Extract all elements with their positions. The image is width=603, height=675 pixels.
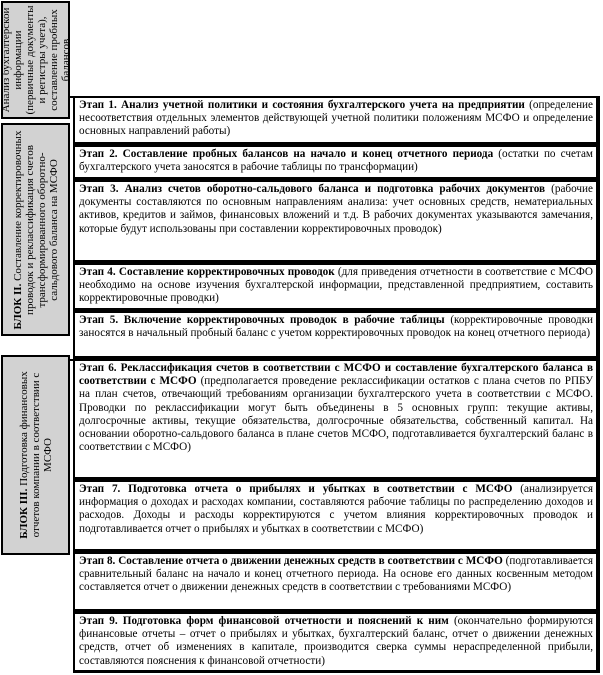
- step-6: [73, 359, 600, 480]
- step-8-head: Этап 8. Составление отчета о движении денежных средств в соответствии с МСФО: [79, 555, 503, 567]
- step-2: [73, 145, 600, 180]
- block-3-box: [1, 355, 70, 555]
- block-3-body: Подготовка финансовых отчетов компании в соответствии с МСФО: [17, 371, 54, 538]
- block-1-text: [0, 3, 72, 117]
- step-9: [73, 612, 600, 673]
- step-2-body: (остатки по счетам бухгалтерского учета заносятся в рабочие таблицы по трансформации): [79, 148, 594, 174]
- step-6-head: Этап 6. Реклассификация счетов в соответствии с МСФО и составление бухгалтерского баланса в соответствии с МСФО: [79, 362, 593, 388]
- block-1-body: Анализ бухгалтерской информации (первичные документы и регистры учета), составление пробных балансов: [0, 5, 72, 115]
- step-3-body: (рабочие документы составляются по основным направлениям анализа: учет основных средств, нематериальных активов, кредитов и займов, финансовых вложений и т.д. В рабочих документах указываются замечания, которые будут использованы при составлении корректировочных проводок): [79, 183, 594, 235]
- step-5: [73, 311, 600, 359]
- step-8: [73, 552, 600, 612]
- block-1-box: [1, 1, 70, 119]
- connector-line: [70, 359, 73, 361]
- step-7: [73, 480, 600, 552]
- block-2-box: [1, 123, 70, 336]
- connector-line: [70, 96, 73, 98]
- step-3-head: Этап 3. Анализ счетов оборотно-сальдового баланса и подготовка рабочих документов: [79, 183, 546, 195]
- step-1: [73, 96, 600, 145]
- step-4: [73, 263, 600, 311]
- step-5-body: (корректировочные проводки заносятся в начальный пробный баланс с учетом корректировочных проводок на конец отчетного периода): [79, 314, 594, 340]
- block-3-text: [18, 358, 54, 552]
- step-2-head: Этап 2. Составление пробных балансов на начало и конец отчетного периода: [79, 148, 494, 160]
- block-2-text: [12, 127, 60, 333]
- step-1-head: Этап 1. Анализ учетной политики и состояния бухгалтерского учета на предприятии: [79, 99, 525, 111]
- step-6-body: (предполагается проведение реклассификации остатков с плана счетов по РПБУ на план счетов, отвечающий требованиям организации бухгалтерского учета в соответствии с МСФО. Проводки по реклассификации могут быть объединены в 5 основных групп: текущие активы, долгосрочные активы, текущие обязательства, долгосрочные обязательства, собственный капитал. На основании оборотно-сальдового баланса в плане счетов МСФО, подготавливается бухгалтерский баланс в соответствии с МСФО): [79, 375, 594, 454]
- step-7-head: Этап 7. Подготовка отчета о прибылях и убытках в соответствии с МСФО: [79, 483, 513, 495]
- step-4-body: (для приведения отчетности в соответствие с МСФО необходимо на основе изучения бухгалтерской информации, представленной предприятием, составить корректировочные проводки): [79, 266, 594, 305]
- block-2-title: БЛОК II.: [11, 283, 24, 329]
- block-2-body: Составление корректировочных проводок и реклассификация счетов трансформированного оборотно-сальдового баланса на МСФО: [11, 130, 60, 315]
- step-9-head: Этап 9. Подготовка форм финансовой отчетности и пояснений к ним: [79, 615, 449, 627]
- step-7-body: (анализируется информация о доходах и расходах компании, составляются рабочие таблицы по распределению доходов и расходов. Доходы и расходы корректируются с учетом влияния корректировочных проводок и подготавливается отчет о прибылях и убытках в соответствии с МСФО): [79, 483, 593, 535]
- step-1-body: (определение несоответствия отдельных элементов действующей учетной политики положениям МСФО и определение основных направлений работы): [79, 99, 594, 138]
- step-3: [73, 180, 600, 263]
- block-3-title: БЛОК III.: [17, 488, 30, 539]
- step-8-body: (подготавливается сравнительный баланс на начало и конец отчетного периода. На основе его данных косвенным методом составляется отчет о движении денежных средств в соответствии с требованиями МСФО): [79, 555, 593, 594]
- step-4-head: Этап 4. Составление корректировочных проводок: [79, 266, 335, 278]
- step-9-body: (окончательно формируются финансовые отчеты – отчет о прибылях и убытках, бухгалтерский баланс, отчет о движении денежных средств, отчет об изменениях в капитале, производится сверка суммы нераспределенной прибыли, составляются пояснения к финансовой отчетности): [79, 615, 593, 667]
- step-5-head: Этап 5. Включение корректировочных проводок в рабочие таблицы: [79, 314, 445, 326]
